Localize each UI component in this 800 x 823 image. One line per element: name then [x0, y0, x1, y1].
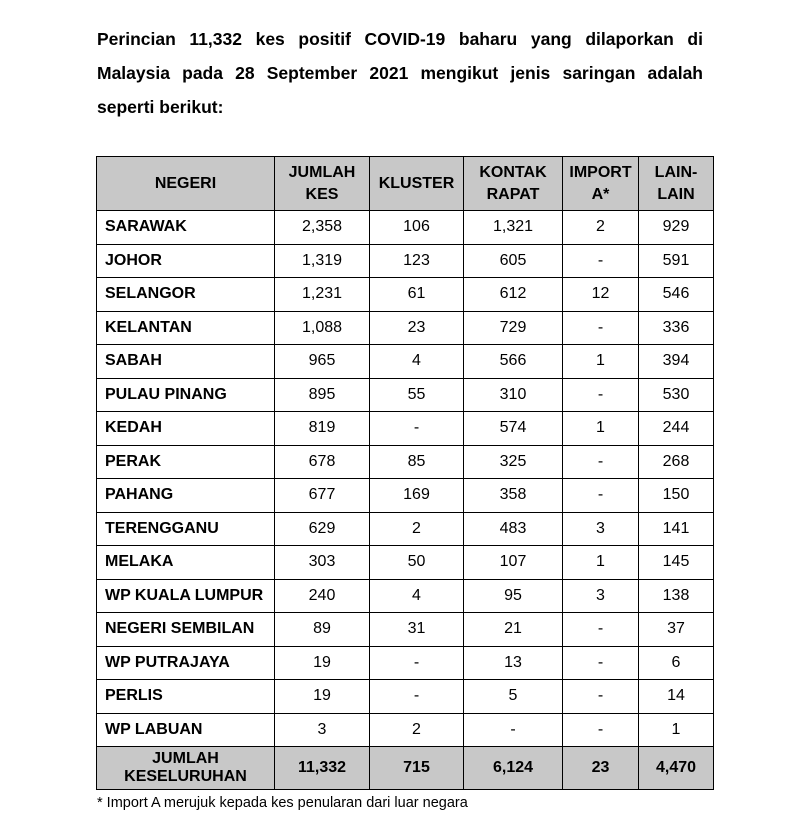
- column-header: JUMLAH KES: [275, 157, 370, 211]
- table-row: [97, 378, 714, 412]
- state-name-cell: WP PUTRAJAYA: [97, 646, 275, 680]
- table-row: [97, 646, 714, 680]
- value-cell: 123: [370, 244, 464, 278]
- state-name-cell: PAHANG: [97, 479, 275, 513]
- value-cell: 729: [464, 311, 563, 345]
- state-name-cell: NEGERI SEMBILAN: [97, 613, 275, 647]
- value-cell: 394: [639, 345, 714, 379]
- value-cell: 19: [275, 680, 370, 714]
- table-header-row: [97, 157, 714, 211]
- value-cell: -: [563, 613, 639, 647]
- table-row: [97, 244, 714, 278]
- table-total-row: [97, 747, 714, 790]
- value-cell: 50: [370, 546, 464, 580]
- value-cell: 13: [464, 646, 563, 680]
- value-cell: 483: [464, 512, 563, 546]
- value-cell: 358: [464, 479, 563, 513]
- value-cell: 566: [464, 345, 563, 379]
- value-cell: 89: [275, 613, 370, 647]
- cases-by-state-table: [96, 156, 714, 790]
- value-cell: -: [464, 713, 563, 747]
- value-cell: 325: [464, 445, 563, 479]
- value-cell: 4: [370, 345, 464, 379]
- value-cell: 965: [275, 345, 370, 379]
- value-cell: -: [563, 479, 639, 513]
- value-cell: 2: [563, 211, 639, 245]
- total-label-cell: JUMLAH KESELURUHAN: [97, 747, 275, 790]
- total-value-cell: 23: [563, 747, 639, 790]
- column-header-state: NEGERI: [97, 157, 275, 211]
- table-row: [97, 445, 714, 479]
- value-cell: 929: [639, 211, 714, 245]
- state-name-cell: JOHOR: [97, 244, 275, 278]
- value-cell: 819: [275, 412, 370, 446]
- value-cell: 23: [370, 311, 464, 345]
- table-row: [97, 278, 714, 312]
- value-cell: 169: [370, 479, 464, 513]
- value-cell: 85: [370, 445, 464, 479]
- value-cell: 5: [464, 680, 563, 714]
- value-cell: 895: [275, 378, 370, 412]
- state-name-cell: MELAKA: [97, 546, 275, 580]
- value-cell: 21: [464, 613, 563, 647]
- total-value-cell: 715: [370, 747, 464, 790]
- value-cell: 530: [639, 378, 714, 412]
- value-cell: 6: [639, 646, 714, 680]
- value-cell: 138: [639, 579, 714, 613]
- column-header: KONTAK RAPAT: [464, 157, 563, 211]
- value-cell: 106: [370, 211, 464, 245]
- value-cell: 12: [563, 278, 639, 312]
- state-name-cell: SELANGOR: [97, 278, 275, 312]
- value-cell: 1,088: [275, 311, 370, 345]
- table-row: [97, 311, 714, 345]
- state-name-cell: PULAU PINANG: [97, 378, 275, 412]
- value-cell: 141: [639, 512, 714, 546]
- value-cell: 95: [464, 579, 563, 613]
- total-value-cell: 4,470: [639, 747, 714, 790]
- value-cell: 1,321: [464, 211, 563, 245]
- table-row: [97, 546, 714, 580]
- table-row: [97, 512, 714, 546]
- value-cell: 1,231: [275, 278, 370, 312]
- value-cell: 268: [639, 445, 714, 479]
- value-cell: -: [563, 646, 639, 680]
- value-cell: 1: [639, 713, 714, 747]
- column-header: KLUSTER: [370, 157, 464, 211]
- table-row: [97, 479, 714, 513]
- value-cell: 629: [275, 512, 370, 546]
- value-cell: 605: [464, 244, 563, 278]
- state-name-cell: TERENGGANU: [97, 512, 275, 546]
- table-row: [97, 713, 714, 747]
- state-name-cell: KEDAH: [97, 412, 275, 446]
- value-cell: 2: [370, 713, 464, 747]
- value-cell: 145: [639, 546, 714, 580]
- value-cell: 3: [563, 579, 639, 613]
- table-row: [97, 579, 714, 613]
- value-cell: 3: [275, 713, 370, 747]
- value-cell: 1,319: [275, 244, 370, 278]
- value-cell: 1: [563, 546, 639, 580]
- state-name-cell: WP LABUAN: [97, 713, 275, 747]
- value-cell: 107: [464, 546, 563, 580]
- value-cell: 37: [639, 613, 714, 647]
- value-cell: 591: [639, 244, 714, 278]
- value-cell: 150: [639, 479, 714, 513]
- value-cell: 678: [275, 445, 370, 479]
- intro-paragraph: Perincian 11,332 kes positif COVID-19 baharu yang dilaporkan di Malaysia pada 28 September 2021 mengikut jenis saringan adalah seperti berikut:: [97, 29, 703, 117]
- value-cell: 240: [275, 579, 370, 613]
- value-cell: 574: [464, 412, 563, 446]
- table-body: [97, 211, 714, 747]
- total-value-cell: 6,124: [464, 747, 563, 790]
- state-name-cell: SARAWAK: [97, 211, 275, 245]
- value-cell: -: [563, 445, 639, 479]
- state-name-cell: SABAH: [97, 345, 275, 379]
- value-cell: 244: [639, 412, 714, 446]
- value-cell: -: [563, 244, 639, 278]
- table-row: [97, 345, 714, 379]
- value-cell: 303: [275, 546, 370, 580]
- value-cell: 3: [563, 512, 639, 546]
- value-cell: -: [370, 680, 464, 714]
- value-cell: 546: [639, 278, 714, 312]
- table-row: [97, 613, 714, 647]
- state-name-cell: PERLIS: [97, 680, 275, 714]
- value-cell: 1: [563, 412, 639, 446]
- value-cell: -: [370, 412, 464, 446]
- state-name-cell: PERAK: [97, 445, 275, 479]
- value-cell: 1: [563, 345, 639, 379]
- value-cell: -: [563, 378, 639, 412]
- state-name-cell: WP KUALA LUMPUR: [97, 579, 275, 613]
- table-row: [97, 211, 714, 245]
- value-cell: 336: [639, 311, 714, 345]
- table-row: [97, 412, 714, 446]
- footnote: * Import A merujuk kepada kes penularan dari luar negara: [97, 795, 468, 811]
- total-value-cell: 11,332: [275, 747, 370, 790]
- table-row: [97, 680, 714, 714]
- value-cell: -: [370, 646, 464, 680]
- value-cell: 2,358: [275, 211, 370, 245]
- value-cell: 61: [370, 278, 464, 312]
- value-cell: 677: [275, 479, 370, 513]
- value-cell: -: [563, 713, 639, 747]
- value-cell: 31: [370, 613, 464, 647]
- value-cell: -: [563, 311, 639, 345]
- value-cell: 19: [275, 646, 370, 680]
- column-header: IMPORT A*: [563, 157, 639, 211]
- value-cell: 612: [464, 278, 563, 312]
- value-cell: 14: [639, 680, 714, 714]
- value-cell: 2: [370, 512, 464, 546]
- column-header: LAIN-LAIN: [639, 157, 714, 211]
- value-cell: 4: [370, 579, 464, 613]
- value-cell: 55: [370, 378, 464, 412]
- value-cell: -: [563, 680, 639, 714]
- state-name-cell: KELANTAN: [97, 311, 275, 345]
- value-cell: 310: [464, 378, 563, 412]
